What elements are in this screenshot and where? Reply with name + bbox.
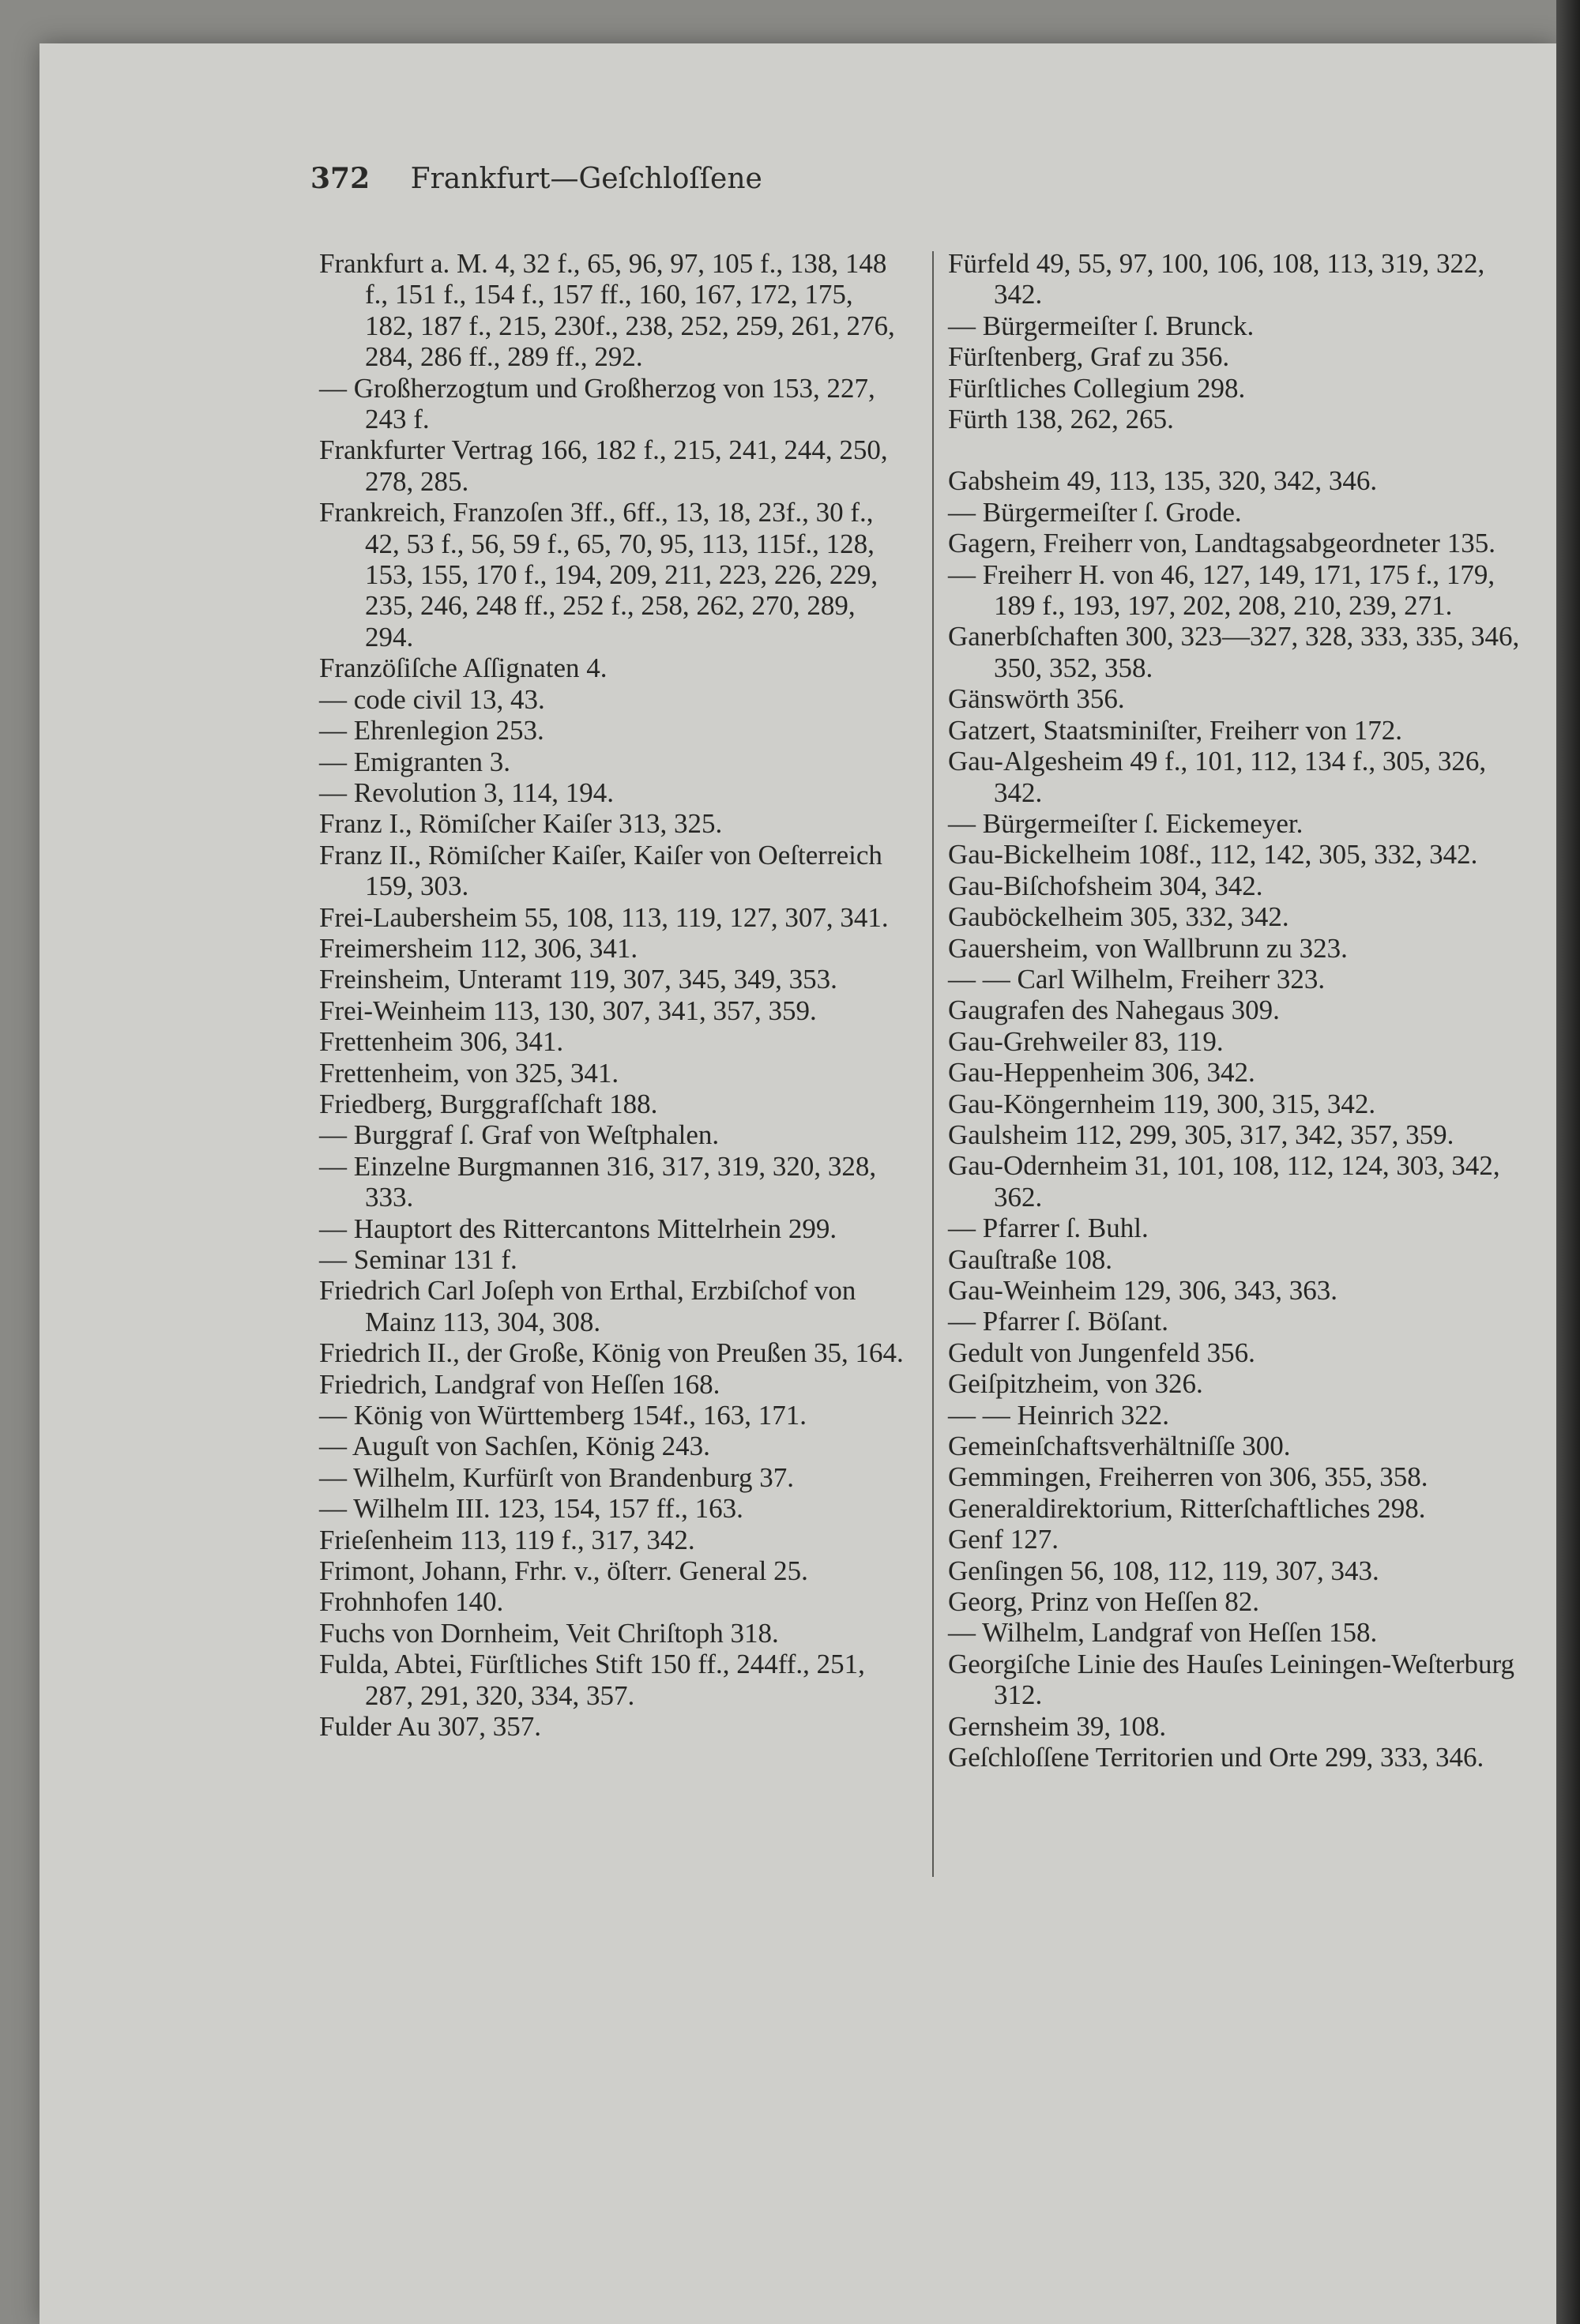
index-entry: Friedberg, Burggrafſchaft 188. — [319, 1088, 658, 1119]
index-entry: Genf 127. — [948, 1524, 1059, 1555]
index-entry: Gemmingen, Freiherren von 306, 355, 358. — [948, 1461, 1428, 1493]
column-divider — [932, 251, 934, 1877]
index-entry: Ganerbſchaften 300, 323—327, 328, 333, 335, 346, 350, 352, 358. — [948, 621, 1520, 683]
index-column-right — [948, 248, 1533, 1773]
index-entry: Fürſtenberg, Graf zu 356. — [948, 341, 1230, 373]
index-entry: Gaulsheim 112, 299, 305, 317, 342, 357, 359. — [948, 1119, 1454, 1150]
index-entry: Friedrich Carl Joſeph von Erthal, Erzbiſchof von Mainz 113, 304, 308. — [319, 1275, 856, 1337]
index-entry: Fürfeld 49, 55, 97, 100, 106, 108, 113, 319, 322, 342. — [948, 248, 1485, 310]
index-entry: Franz I., Römiſcher Kaiſer 313, 325. — [319, 808, 723, 840]
index-entry: — Revolution 3, 114, 194. — [319, 777, 615, 808]
index-entry: — Pfarrer ſ. Buhl. — [948, 1213, 1149, 1244]
index-entry: — Bürgermeiſter ſ. Grode. — [948, 496, 1242, 528]
index-entry: — Wilhelm, Kurfürſt von Brandenburg 37. — [319, 1461, 794, 1493]
index-entry: Gänswörth 356. — [948, 683, 1125, 715]
index-entry: — Einzelne Burgmannen 316, 317, 319, 320, 328, 333. — [319, 1150, 877, 1213]
page-header — [310, 162, 762, 195]
index-entry: Gauböckelheim 305, 332, 342. — [948, 901, 1289, 933]
index-entry: — — Heinrich 322. — [948, 1399, 1169, 1431]
index-entry: Gau-Bickelheim 108f., 112, 142, 305, 332, 342. — [948, 839, 1478, 871]
index-entry: Gau-Köngernheim 119, 300, 315, 342. — [948, 1088, 1376, 1119]
index-entry: Geiſpitzheim, von 326. — [948, 1368, 1203, 1400]
index-entry: Frimont, Johann, Frhr. v., öſterr. General 25. — [319, 1555, 808, 1587]
index-entry: Gatzert, Staatsminiſter, Freiherr von 172. — [948, 714, 1402, 746]
page-number: 372 — [310, 162, 371, 195]
index-entry: — Hauptort des Rittercantons Mittelrhein 299. — [319, 1213, 837, 1244]
index-entry: Franzöſiſche Aſſignaten 4. — [319, 652, 608, 684]
index-entry: Frieſenheim 113, 119 f., 317, 342. — [319, 1524, 695, 1555]
index-entry: Fulda, Abtei, Fürſtliches Stift 150 ff., 244ff., 251, 287, 291, 320, 334, 357. — [319, 1649, 865, 1711]
index-entry: Genſingen 56, 108, 112, 119, 307, 343. — [948, 1555, 1379, 1586]
index-entry: Fulder Au 307, 357. — [319, 1711, 541, 1743]
index-entry: — code civil 13, 43. — [319, 683, 545, 715]
index-entry: Frankfurt a. M. 4, 32 f., 65, 96, 97, 105 f., 138, 148 f., 151 f., 154 f., 157 ff., 160, 167, 172, 175, 182, 187 f., 215, 230f., 238, 252, 259, 261, 276, 284, 286 ff., 289 ff., 292. — [319, 248, 895, 373]
index-entry: — Großherzogtum und Großherzog von 153, 227, 243 f. — [319, 372, 875, 435]
index-entry: — Bürgermeiſter ſ. Brunck. — [948, 310, 1255, 341]
index-entry: — Ehrenlegion 253. — [319, 715, 544, 746]
index-entry: Gau-Grehweiler 83, 119. — [948, 1025, 1224, 1057]
index-entry: — Bürgermeiſter ſ. Eickemeyer. — [948, 807, 1304, 839]
index-entry: Frankreich, Franzoſen 3ff., 6ff., 13, 18, 23f., 30 f., 42, 53 f., 56, 59 f., 65, 70, 95, 113, 115f., 128, 153, 155, 170 f., 194, 209, 211, 223, 226, 229, 235, 246, 248 ff., 252 f., 258, 262, 270, 289, 294. — [319, 497, 878, 652]
running-title: Frankfurt—Geſchloſſene — [410, 163, 762, 195]
index-entry: — Wilhelm, Landgraf von Heſſen 158. — [948, 1617, 1378, 1649]
index-entry: Fürth 138, 262, 265. — [948, 404, 1174, 435]
index-entry: Friedrich II., der Große, König von Preußen 35, 164. — [319, 1337, 904, 1369]
index-entry: Geſchloſſene Territorien und Orte 299, 333, 346. — [948, 1742, 1484, 1773]
index-entry: — Freiherr H. von 46, 127, 149, 171, 175 f., 179, 189 f., 193, 197, 202, 208, 210, 239, 271. — [948, 558, 1495, 622]
index-entry: Gau-Biſchofsheim 304, 342. — [948, 870, 1263, 901]
index-entry: Gau-Weinheim 129, 306, 343, 363. — [948, 1275, 1337, 1306]
index-column-left — [319, 248, 904, 1743]
index-entry: Frettenheim 306, 341. — [319, 1026, 564, 1058]
index-entry: Gemeinſchaftsverhältniſſe 300. — [948, 1431, 1291, 1462]
index-entry: Gernsheim 39, 108. — [948, 1710, 1167, 1742]
index-entry: — — Carl Wilhelm, Freiherr 323. — [948, 963, 1326, 995]
page-edge — [1556, 0, 1580, 2324]
index-entry: Frei-Laubersheim 55, 108, 113, 119, 127, 307, 341. — [319, 901, 889, 933]
index-entry: Frettenheim, von 325, 341. — [319, 1057, 619, 1089]
index-entry: Frei-Weinheim 113, 130, 307, 341, 357, 359. — [319, 995, 817, 1026]
index-entry: Gedult von Jungenfeld 356. — [948, 1337, 1255, 1368]
index-entry: Gagern, Freiherr von, Landtagsabgeordneter 135. — [948, 528, 1495, 559]
index-entry: Freinsheim, Unteramt 119, 307, 345, 349, 353. — [319, 964, 837, 995]
index-entry: — Wilhelm III. 123, 154, 157 ff., 163. — [319, 1493, 743, 1525]
index-entry: Fürſtliches Collegium 298. — [948, 372, 1246, 404]
index-entry: Gau-Heppenheim 306, 342. — [948, 1057, 1255, 1089]
index-entry: Gau-Algesheim 49 f., 101, 112, 134 f., 305, 326, 342. — [948, 746, 1487, 808]
index-entry: — Auguſt von Sachſen, König 243. — [319, 1431, 710, 1462]
index-entry: Gauſtraße 108. — [948, 1243, 1112, 1275]
index-entry: — Pfarrer ſ. Böſant. — [948, 1306, 1168, 1337]
index-entry: Frohnhofen 140. — [319, 1586, 504, 1618]
index-entry: Generaldirektorium, Ritterſchaftliches 298. — [948, 1492, 1426, 1524]
index-entry: — König von Württemberg 154f., 163, 171. — [319, 1400, 807, 1431]
index-entry: — Burggraf ſ. Graf von Weſtphalen. — [319, 1119, 720, 1151]
index-entry: Gaugrafen des Nahegaus 309. — [948, 995, 1280, 1026]
index-entry: — Emigranten 3. — [319, 746, 511, 777]
index-entry: Gauersheim, von Wallbrunn zu 323. — [948, 932, 1348, 964]
index-entry: Gabsheim 49, 113, 135, 320, 342, 346. — [948, 465, 1378, 497]
index-entry: Friedrich, Landgraf von Heſſen 168. — [319, 1368, 720, 1400]
index-entry: Fuchs von Dornheim, Veit Chriſtoph 318. — [319, 1617, 779, 1649]
index-entry: Frankfurter Vertrag 166, 182 f., 215, 241, 244, 250, 278, 285. — [319, 434, 888, 497]
index-entry: Georg, Prinz von Heſſen 82. — [948, 1586, 1260, 1618]
index-entry: Georgiſche Linie des Hauſes Leiningen-Weſterburg 312. — [948, 1648, 1515, 1711]
index-entry: Franz II., Römiſcher Kaiſer, Kaiſer von Oeſterreich 159, 303. — [319, 839, 882, 902]
index-entry: — Seminar 131 f. — [319, 1244, 517, 1275]
index-entry: Freimersheim 112, 306, 341. — [319, 932, 638, 964]
index-entry: Gau-Odernheim 31, 101, 108, 112, 124, 303, 342, 362. — [948, 1150, 1500, 1213]
